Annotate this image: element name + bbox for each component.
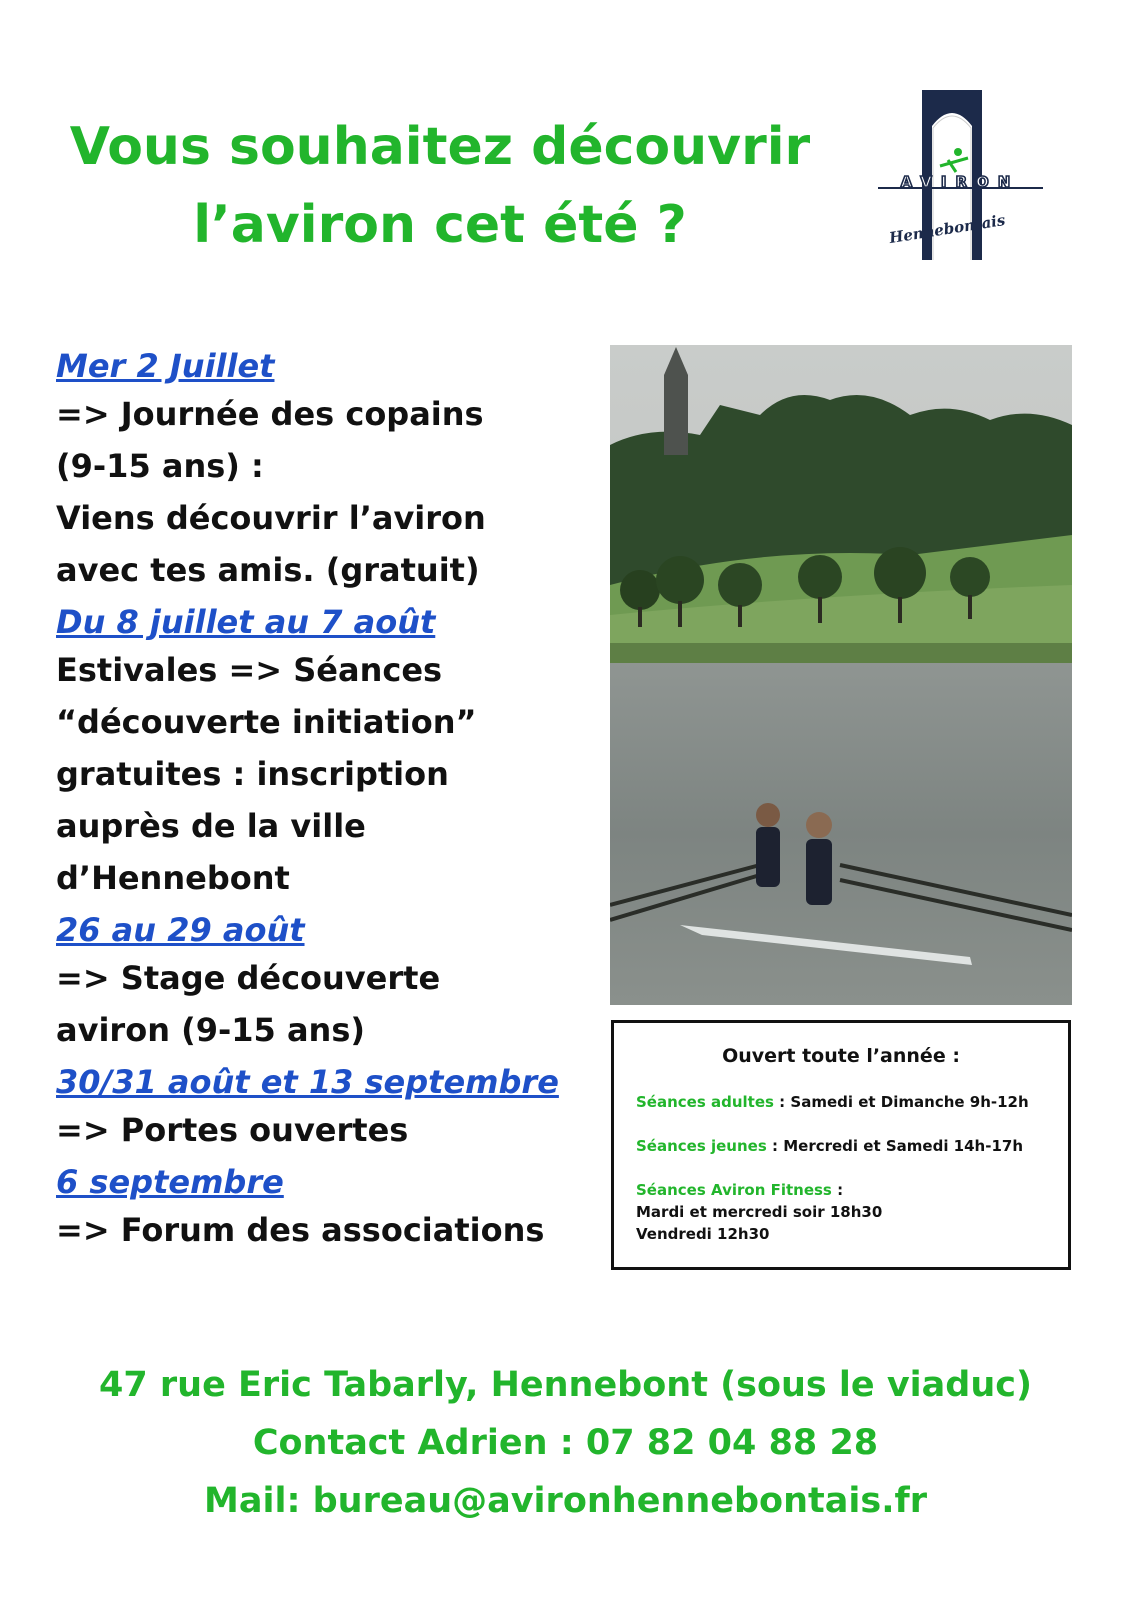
- event-description: => Forum des associations: [56, 1211, 545, 1249]
- hours-youth-label: Séances jeunes: [636, 1137, 767, 1155]
- events-list: [56, 344, 596, 1260]
- hours-adults-label: Séances adultes: [636, 1093, 774, 1111]
- hours-fitness-line-2: Vendredi 12h30: [636, 1225, 770, 1243]
- rowing-photo: [610, 345, 1072, 1005]
- footer-mail[interactable]: Mail: bureau@avironhennebontais.fr: [204, 1481, 927, 1521]
- event-date[interactable]: Du 8 juillet au 7 août: [56, 603, 436, 641]
- event-date[interactable]: Mer 2 Juillet: [56, 347, 275, 385]
- event-description: Estivales => Séances “découverte initiation” gratuites : inscription auprès de la ville d’Hennebont: [56, 651, 477, 897]
- event-date[interactable]: 6 septembre: [56, 1163, 284, 1201]
- event-description: => Journée des copains (9-15 ans) : Viens découvrir l’aviron avec tes amis. (gratuit): [56, 395, 486, 589]
- event-date[interactable]: 26 au 29 août: [56, 911, 305, 949]
- page-title: [40, 108, 840, 264]
- hours-adults-value: : Samedi et Dimanche 9h-12h: [773, 1093, 1029, 1111]
- hours-youth-value: : Mercredi et Samedi 14h-17h: [766, 1137, 1024, 1155]
- footer-contact[interactable]: Contact Adrien : 07 82 04 88 28: [252, 1423, 879, 1463]
- hours-adults: [636, 1091, 1046, 1113]
- opening-hours-box: [611, 1020, 1071, 1270]
- footer-address: 47 rue Eric Tabarly, Hennebont (sous le viaduc): [99, 1365, 1032, 1405]
- logo-word: AVIRON: [900, 173, 1020, 191]
- event-date[interactable]: 30/31 août et 13 septembre: [56, 1063, 559, 1101]
- hours-heading: Ouvert toute l’année :: [722, 1045, 960, 1067]
- title-line-2: l’aviron cet été ?: [193, 195, 687, 255]
- title-line-1: Vous souhaitez découvrir: [69, 117, 811, 177]
- hours-fitness: [636, 1179, 1046, 1245]
- hours-fitness-sep: :: [831, 1181, 844, 1199]
- contact-footer: [0, 1356, 1131, 1530]
- club-logo: [878, 84, 1043, 264]
- event-description: => Stage découverte aviron (9-15 ans): [56, 959, 441, 1049]
- logo-script: Hennebontais: [887, 211, 1007, 248]
- hours-fitness-label: Séances Aviron Fitness: [636, 1181, 832, 1199]
- hours-fitness-line-1: Mardi et mercredi soir 18h30: [636, 1203, 883, 1221]
- event-description: => Portes ouvertes: [56, 1111, 409, 1149]
- hours-youth: [636, 1135, 1046, 1157]
